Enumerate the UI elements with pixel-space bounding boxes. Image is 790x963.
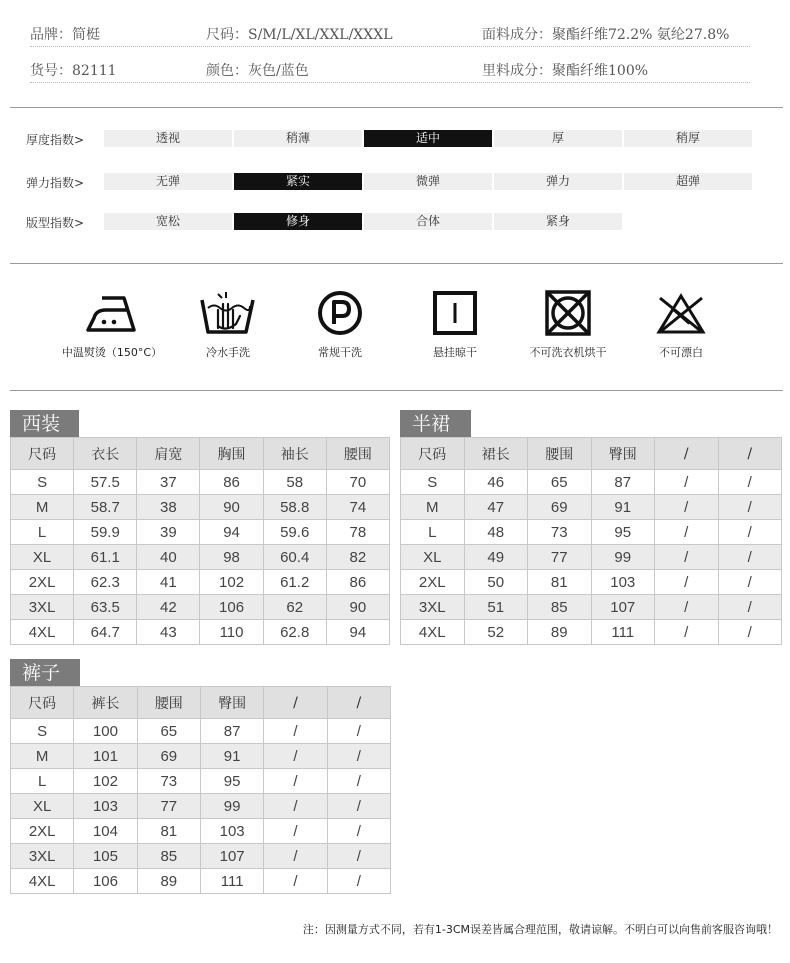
table-cell: /	[718, 620, 782, 645]
table-cell: /	[718, 595, 782, 620]
table-cell: 62.3	[74, 570, 137, 595]
table-cell: 106	[200, 595, 263, 620]
suit-size-table	[10, 437, 390, 645]
table-cell: 95	[591, 520, 655, 545]
table-header: 袖长	[263, 438, 326, 470]
table-cell: 38	[137, 495, 200, 520]
table-cell: /	[327, 769, 390, 794]
table-cell: 99	[591, 545, 655, 570]
table-header: 裤长	[74, 687, 137, 719]
table-cell: 111	[591, 620, 655, 645]
color-field: 颜色：灰色/蓝色	[206, 63, 309, 79]
table-cell: 90	[326, 595, 389, 620]
table-cell: 4XL	[11, 869, 74, 894]
table-cell: /	[327, 794, 390, 819]
index-option: 超弹	[624, 173, 752, 190]
care-item	[47, 290, 177, 360]
table-row	[11, 719, 391, 744]
table-cell: /	[718, 520, 782, 545]
pants-size-table	[10, 686, 391, 894]
table-cell: /	[327, 819, 390, 844]
index-option-selected: 修身	[234, 213, 362, 230]
table-cell: 86	[200, 470, 263, 495]
table-cell: XL	[11, 545, 74, 570]
table-row	[401, 545, 782, 570]
table-cell: /	[655, 495, 719, 520]
dry-clean-p-icon	[310, 290, 370, 336]
table-cell: 95	[200, 769, 263, 794]
table-row	[11, 545, 390, 570]
measurement-note: 注：因测量方式不同，若有1-3CM误差皆属合理范围，敬请谅解。不明白可以向售前客服咨询哦！	[302, 923, 778, 936]
table-header: 裙长	[464, 438, 528, 470]
table-cell: 61.1	[74, 545, 137, 570]
index-option: 紧身	[494, 213, 622, 230]
table-cell: /	[264, 844, 327, 869]
table-row	[11, 769, 391, 794]
table-cell: 57.5	[74, 470, 137, 495]
table-cell: 47	[464, 495, 528, 520]
table-cell: 58.7	[74, 495, 137, 520]
table-cell: 43	[137, 620, 200, 645]
table-row	[11, 595, 390, 620]
table-cell: 3XL	[401, 595, 465, 620]
table-cell: 106	[74, 869, 137, 894]
iron-medium-icon	[82, 290, 142, 336]
table-header-row	[11, 687, 391, 719]
table-header: 尺码	[11, 687, 74, 719]
table-cell: 59.9	[74, 520, 137, 545]
table-cell: 85	[137, 844, 200, 869]
table-row	[401, 495, 782, 520]
table-cell: 91	[200, 744, 263, 769]
table-header: 胸围	[200, 438, 263, 470]
table-cell: 2XL	[401, 570, 465, 595]
table-cell: /	[718, 545, 782, 570]
info-row-2	[30, 54, 750, 83]
table-cell: 105	[74, 844, 137, 869]
table-header: 腰围	[528, 438, 592, 470]
table-cell: /	[264, 744, 327, 769]
table-header: 臀围	[200, 687, 263, 719]
table-cell: /	[718, 470, 782, 495]
table-cell: 48	[464, 520, 528, 545]
table-cell: 2XL	[11, 819, 74, 844]
table-cell: 94	[326, 620, 389, 645]
table-header: 肩宽	[137, 438, 200, 470]
table-cell: 82	[326, 545, 389, 570]
table-header: /	[718, 438, 782, 470]
skirt-table-title: 半裙	[400, 410, 471, 437]
table-cell: 77	[528, 545, 592, 570]
divider	[10, 107, 783, 108]
care-item	[390, 290, 520, 360]
table-cell: 3XL	[11, 844, 74, 869]
table-cell: /	[264, 794, 327, 819]
table-cell: 107	[200, 844, 263, 869]
table-cell: S	[401, 470, 465, 495]
table-cell: /	[264, 769, 327, 794]
index-option: 稍薄	[234, 130, 362, 147]
table-cell: 42	[137, 595, 200, 620]
size-field: 尺码：S/M/L/XL/XXL/XXXL	[206, 27, 393, 43]
table-cell: L	[401, 520, 465, 545]
table-cell: 87	[200, 719, 263, 744]
table-cell: /	[264, 869, 327, 894]
table-cell: 46	[464, 470, 528, 495]
table-header-row	[11, 438, 390, 470]
divider	[10, 263, 783, 264]
care-label: 不可漂白	[659, 346, 703, 359]
table-cell: 62.8	[263, 620, 326, 645]
table-cell: /	[655, 545, 719, 570]
table-cell: 77	[137, 794, 200, 819]
table-cell: 87	[591, 470, 655, 495]
table-row	[401, 520, 782, 545]
table-cell: 60.4	[263, 545, 326, 570]
table-cell: /	[327, 844, 390, 869]
table-cell: /	[655, 520, 719, 545]
table-cell: /	[655, 620, 719, 645]
index-option: 厚	[494, 130, 622, 147]
table-cell: 81	[528, 570, 592, 595]
table-row	[401, 620, 782, 645]
table-cell: 37	[137, 470, 200, 495]
table-cell: 50	[464, 570, 528, 595]
table-cell: /	[718, 495, 782, 520]
table-cell: 103	[591, 570, 655, 595]
table-cell: 94	[200, 520, 263, 545]
table-cell: /	[327, 744, 390, 769]
table-cell: 89	[137, 869, 200, 894]
table-header: /	[264, 687, 327, 719]
care-item	[275, 290, 405, 360]
table-cell: 64.7	[74, 620, 137, 645]
table-cell: 73	[137, 769, 200, 794]
no-tumble-dry-icon	[538, 290, 598, 336]
table-cell: /	[264, 719, 327, 744]
fabric-field: 面料成分：聚酯纤维72.2% 氨纶27.8%	[482, 27, 730, 43]
table-cell: 104	[74, 819, 137, 844]
table-cell: 3XL	[11, 595, 74, 620]
table-cell: 39	[137, 520, 200, 545]
table-cell: 58	[263, 470, 326, 495]
table-cell: 90	[200, 495, 263, 520]
table-cell: /	[264, 819, 327, 844]
table-cell: 107	[591, 595, 655, 620]
index-option: 微弹	[364, 173, 492, 190]
suit-table-title: 西装	[10, 410, 79, 437]
table-row	[11, 520, 390, 545]
table-cell: 59.6	[263, 520, 326, 545]
divider	[10, 390, 783, 391]
table-header: /	[655, 438, 719, 470]
index-option: 透视	[104, 130, 232, 147]
table-header: 腰围	[137, 687, 200, 719]
info-row-1	[30, 18, 750, 47]
table-cell: 73	[528, 520, 592, 545]
table-cell: M	[11, 744, 74, 769]
table-cell: /	[655, 595, 719, 620]
table-cell: 100	[74, 719, 137, 744]
index-option: 弹力	[494, 173, 622, 190]
index-option-selected: 紧实	[234, 173, 362, 190]
care-label: 冷水手洗	[206, 346, 250, 359]
care-label: 悬挂晾干	[433, 346, 477, 359]
table-cell: 4XL	[401, 620, 465, 645]
index-option: 无弹	[104, 173, 232, 190]
table-cell: XL	[401, 545, 465, 570]
index-option: 宽松	[104, 213, 232, 230]
table-cell: 2XL	[11, 570, 74, 595]
table-cell: /	[655, 570, 719, 595]
table-row	[11, 869, 391, 894]
table-cell: /	[327, 719, 390, 744]
table-cell: 86	[326, 570, 389, 595]
table-cell: /	[718, 570, 782, 595]
table-cell: S	[11, 470, 74, 495]
index-option-selected: 适中	[364, 130, 492, 147]
table-header: 尺码	[401, 438, 465, 470]
table-row	[11, 844, 391, 869]
table-row	[11, 495, 390, 520]
table-cell: 98	[200, 545, 263, 570]
table-header-row	[401, 438, 782, 470]
table-cell: 70	[326, 470, 389, 495]
table-cell: XL	[11, 794, 74, 819]
table-cell: 110	[200, 620, 263, 645]
table-cell: 58.8	[263, 495, 326, 520]
table-cell: 101	[74, 744, 137, 769]
table-row	[401, 595, 782, 620]
table-cell: 49	[464, 545, 528, 570]
table-cell: L	[11, 520, 74, 545]
care-item	[616, 290, 746, 360]
table-cell: M	[401, 495, 465, 520]
pants-table-title: 裤子	[10, 659, 80, 686]
table-cell: 40	[137, 545, 200, 570]
table-cell: 61.2	[263, 570, 326, 595]
table-row	[401, 570, 782, 595]
brand-field: 品牌：简梃	[30, 27, 100, 43]
table-header: 尺码	[11, 438, 74, 470]
hang-dry-icon	[425, 290, 485, 336]
table-cell: 69	[137, 744, 200, 769]
table-cell: 51	[464, 595, 528, 620]
table-cell: 69	[528, 495, 592, 520]
table-cell: 103	[74, 794, 137, 819]
table-header: 衣长	[74, 438, 137, 470]
table-cell: 65	[528, 470, 592, 495]
index-option: 合体	[364, 213, 492, 230]
item-number-field: 货号：82111	[30, 63, 117, 79]
table-cell: 111	[200, 869, 263, 894]
hand-wash-cold-icon	[198, 290, 258, 336]
table-header: /	[327, 687, 390, 719]
table-cell: 89	[528, 620, 592, 645]
table-row	[11, 744, 391, 769]
table-row	[11, 470, 390, 495]
table-cell: 41	[137, 570, 200, 595]
table-cell: 103	[200, 819, 263, 844]
table-cell: /	[327, 869, 390, 894]
table-cell: S	[11, 719, 74, 744]
table-cell: 52	[464, 620, 528, 645]
care-label: 常规干洗	[318, 346, 362, 359]
table-header: 腰围	[326, 438, 389, 470]
table-cell: 74	[326, 495, 389, 520]
care-label: 不可洗衣机烘干	[529, 346, 607, 359]
table-cell: 102	[74, 769, 137, 794]
table-cell: 81	[137, 819, 200, 844]
elasticity-index-label: 弹力指数>	[26, 176, 85, 190]
skirt-size-table	[400, 437, 782, 645]
index-option: 稍厚	[624, 130, 752, 147]
table-cell: 78	[326, 520, 389, 545]
table-cell: /	[655, 470, 719, 495]
table-row	[11, 819, 391, 844]
table-row	[11, 570, 390, 595]
table-cell: 65	[137, 719, 200, 744]
table-cell: 62	[263, 595, 326, 620]
table-header: 臀围	[591, 438, 655, 470]
table-cell: L	[11, 769, 74, 794]
no-bleach-icon	[651, 290, 711, 336]
table-row	[401, 470, 782, 495]
fit-index-label: 版型指数>	[26, 216, 85, 230]
table-cell: 102	[200, 570, 263, 595]
table-cell: 91	[591, 495, 655, 520]
table-cell: 99	[200, 794, 263, 819]
table-cell: M	[11, 495, 74, 520]
table-row	[11, 794, 391, 819]
table-cell: 4XL	[11, 620, 74, 645]
care-label: 中温熨烫（150°C）	[61, 346, 163, 359]
lining-field: 里料成分：聚酯纤维100%	[482, 63, 649, 79]
table-cell: 63.5	[74, 595, 137, 620]
care-item	[163, 290, 293, 360]
table-row	[11, 620, 390, 645]
thickness-index-label: 厚度指数>	[26, 133, 85, 147]
table-cell: 85	[528, 595, 592, 620]
care-item	[503, 290, 633, 360]
